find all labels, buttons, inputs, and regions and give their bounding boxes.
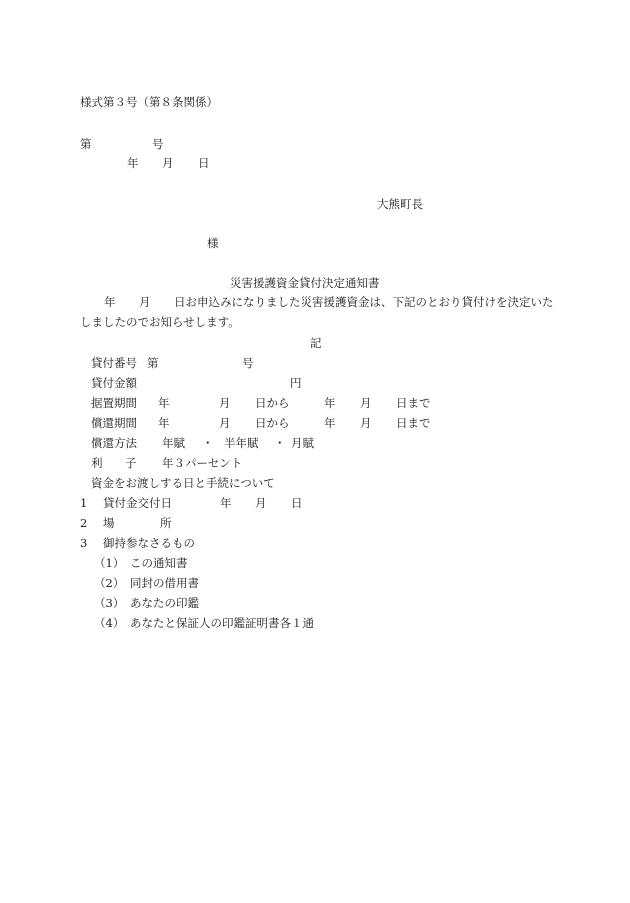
- bring-text: 同封の借用書: [130, 576, 199, 590]
- form-label: 様式第３号（第８条関係）: [80, 95, 218, 109]
- intro-text-line1: 日お申込みになりました災害援護資金は、下記のとおり貸付けを決定いた: [174, 295, 554, 309]
- loan-amount-unit: 円: [290, 376, 302, 390]
- item-month: 月: [255, 496, 267, 510]
- method-separator: ・: [274, 436, 286, 450]
- deferment-to-day: 日まで: [396, 396, 431, 410]
- interest-value: 年３パーセント: [162, 456, 243, 470]
- method-option-semiannual: 半年賦: [224, 436, 259, 450]
- bring-number: （2）: [94, 576, 125, 590]
- loan-amount-label: 貸付金額: [91, 376, 137, 390]
- repayment-from-month: 月: [219, 416, 231, 430]
- document-title: 災害援護資金貸付決定通知書: [230, 276, 380, 290]
- method-option-annual: 年賦: [162, 436, 185, 450]
- issuer: 大熊町長: [377, 197, 423, 211]
- ki-heading: 記: [310, 336, 322, 350]
- deferment-to-year: 年: [324, 396, 336, 410]
- intro-text-line2: しましたのでお知らせします。: [80, 315, 240, 329]
- item-label: 御持参なさるもの: [103, 536, 195, 550]
- loan-number-label: 貸付番号: [91, 356, 137, 370]
- item-label: 貸付金交付日: [103, 496, 172, 510]
- deferment-from-year: 年: [158, 396, 170, 410]
- method-separator: ・: [202, 436, 214, 450]
- repayment-to-year: 年: [324, 416, 336, 430]
- deferment-to-month: 月: [360, 396, 372, 410]
- doc-number-suffix: 号: [152, 137, 164, 151]
- deferment-from-day: 日から: [255, 396, 290, 410]
- loan-number-suffix: 号: [242, 356, 254, 370]
- item-number: 1: [80, 496, 88, 510]
- bring-text: この通知書: [130, 556, 188, 570]
- date-month: 月: [162, 156, 174, 170]
- interest-label-a: 利: [91, 456, 103, 470]
- addressee-honorific: 様: [207, 236, 219, 250]
- bring-text: あなたの印鑑: [130, 596, 199, 610]
- bring-number: （1）: [94, 556, 125, 570]
- method-option-monthly: 月賦: [291, 436, 314, 450]
- method-label: 償還方法: [91, 436, 137, 450]
- date-day: 日: [198, 156, 210, 170]
- deferment-label: 据置期間: [91, 396, 137, 410]
- item-number: 3: [80, 536, 88, 550]
- repayment-label: 償還期間: [91, 416, 137, 430]
- repayment-from-year: 年: [158, 416, 170, 430]
- bring-text: あなたと保証人の印鑑証明書各１通: [130, 616, 314, 630]
- intro-year: 年: [104, 295, 116, 309]
- delivery-heading: 資金をお渡しする日と手続について: [91, 476, 275, 490]
- bring-number: （4）: [94, 616, 125, 630]
- bring-number: （3）: [94, 596, 125, 610]
- item-year: 年: [220, 496, 232, 510]
- intro-month: 月: [139, 295, 151, 309]
- doc-number-prefix: 第: [80, 137, 92, 151]
- loan-number-prefix: 第: [147, 356, 159, 370]
- repayment-to-day: 日まで: [396, 416, 431, 430]
- date-year: 年: [127, 156, 139, 170]
- item-number: 2: [80, 516, 88, 530]
- repayment-from-day: 日から: [255, 416, 290, 430]
- item-day: 日: [291, 496, 303, 510]
- interest-label-b: 子: [125, 456, 137, 470]
- repayment-to-month: 月: [360, 416, 372, 430]
- item-label-a: 場: [103, 516, 115, 530]
- item-label-b: 所: [160, 516, 172, 530]
- deferment-from-month: 月: [219, 396, 231, 410]
